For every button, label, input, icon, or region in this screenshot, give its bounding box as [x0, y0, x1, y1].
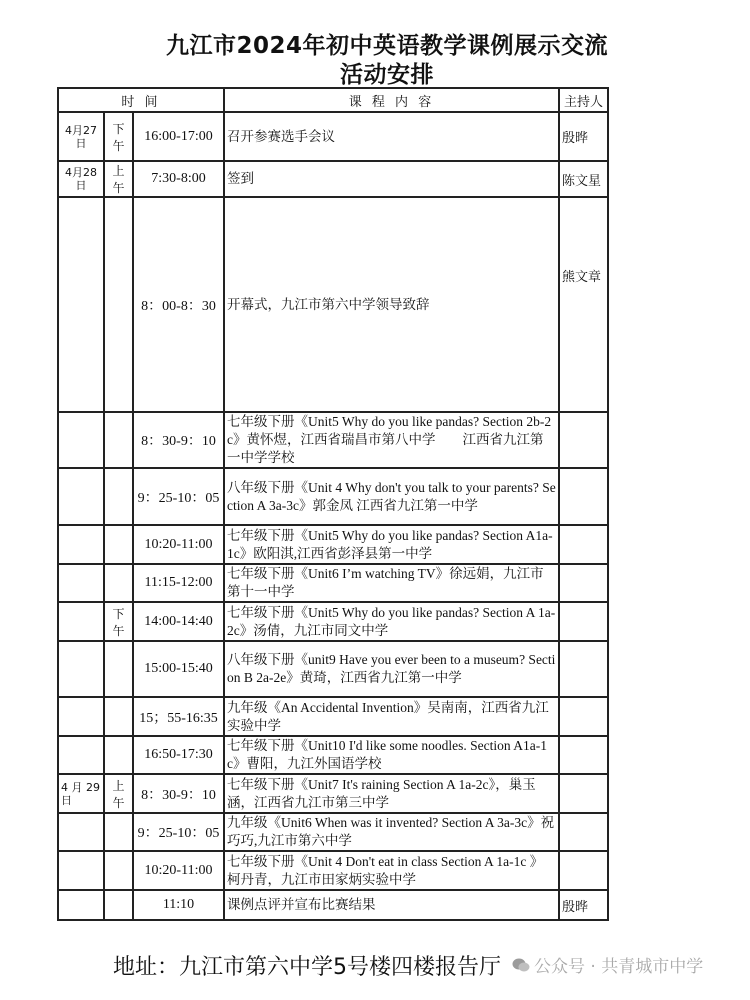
cell-date: 4月27日: [58, 112, 104, 161]
cell-host: 陈文星: [559, 161, 608, 197]
table-row: [58, 564, 608, 602]
venue-address: 地址：九江市第六中学5号楼四楼报告厅: [113, 955, 501, 980]
cell-period: [104, 890, 133, 920]
cell-date: [58, 736, 104, 774]
table-row: [58, 112, 608, 161]
cell-period: 上午: [104, 161, 133, 197]
cell-time: 8：30-9：10: [133, 412, 224, 468]
table-row: [58, 774, 608, 813]
cell-period: [104, 697, 133, 736]
cell-period: [104, 813, 133, 851]
cell-host: [559, 412, 608, 468]
watermark: [512, 952, 703, 977]
table-row: [58, 697, 608, 736]
cell-period: [104, 525, 133, 564]
table-row: [58, 468, 608, 525]
cell-content: 八年级下册《Unit 4 Why don't you talk to your parents? Section A 3a-3c》郭金凤 江西省九江第一中学: [224, 468, 559, 525]
document-subtitle: 活动安排: [340, 62, 434, 88]
header-host: 主持人: [559, 88, 608, 112]
cell-content: 七年级下册《Unit 4 Don't eat in class Section A 1a-1c 》柯丹青，九江市田家炳实验中学: [224, 851, 559, 890]
cell-host: [559, 468, 608, 525]
cell-date: 4月28日: [58, 161, 104, 197]
cell-date: [58, 197, 104, 412]
cell-date: 4 月 29日: [58, 774, 104, 813]
cell-time: 8：00-8：30: [133, 197, 224, 412]
table-row: [58, 890, 608, 920]
wechat-icon: [512, 957, 530, 973]
cell-time: 16:00-17:00: [133, 112, 224, 161]
cell-time: 14:00-14:40: [133, 602, 224, 641]
cell-content: 七年级下册《Unit10 I'd like some noodles. Section A1a-1c》曹阳，九江外国语学校: [224, 736, 559, 774]
cell-date: [58, 697, 104, 736]
table-row: [58, 197, 608, 412]
cell-host: 殷晔: [559, 890, 608, 920]
header-time: 时 间: [58, 88, 224, 112]
cell-period: [104, 468, 133, 525]
table-row: [58, 412, 608, 468]
cell-host: [559, 851, 608, 890]
cell-content: 签到: [224, 161, 559, 197]
table-row: [58, 813, 608, 851]
cell-host: [559, 736, 608, 774]
cell-time: 16:50-17:30: [133, 736, 224, 774]
table-row: [58, 851, 608, 890]
cell-content: 八年级下册《unit9 Have you ever been to a museum? Section B 2a-2e》黄琦，江西省九江第一中学: [224, 641, 559, 697]
cell-time: 15；55-16:35: [133, 697, 224, 736]
cell-host: [559, 525, 608, 564]
cell-content: 七年级下册《Unit5 Why do you like pandas? Section 2b-2c》黄怀煜，江西省瑞昌市第八中学 江西省九江第一中学学校: [224, 412, 559, 468]
cell-period: [104, 197, 133, 412]
cell-host: 熊文章: [559, 197, 608, 412]
cell-period: [104, 736, 133, 774]
cell-host: [559, 813, 608, 851]
cell-host: [559, 602, 608, 641]
cell-content: 召开参赛选手会议: [224, 112, 559, 161]
cell-time: 10:20-11:00: [133, 525, 224, 564]
cell-content: 九年级《Unit6 When was it invented? Section A 3a-3c》祝巧巧,九江市第六中学: [224, 813, 559, 851]
cell-content: 七年级下册《Unit6 I’m watching TV》徐远娟，九江市第十一中学: [224, 564, 559, 602]
cell-period: 下午: [104, 602, 133, 641]
cell-content: 课例点评并宣布比赛结果: [224, 890, 559, 920]
cell-content: 七年级下册《Unit5 Why do you like pandas? Section A1a-1c》欧阳淇,江西省彭泽县第一中学: [224, 525, 559, 564]
cell-date: [58, 468, 104, 525]
cell-period: [104, 412, 133, 468]
cell-host: 殷晔: [559, 112, 608, 161]
table-row: [58, 641, 608, 697]
table-row: [58, 602, 608, 641]
schedule-table: [57, 87, 609, 921]
cell-date: [58, 851, 104, 890]
cell-time: 9：25-10：05: [133, 468, 224, 525]
table-row: [58, 161, 608, 197]
cell-host: [559, 564, 608, 602]
cell-date: [58, 890, 104, 920]
cell-date: [58, 602, 104, 641]
cell-time: 11:10: [133, 890, 224, 920]
document-title: 九江市2024年初中英语教学课例展示交流: [165, 33, 608, 59]
cell-content: 开幕式，九江市第六中学领导致辞: [224, 197, 559, 412]
watermark-text: 公众号 · 共青城市中学: [534, 957, 704, 977]
cell-date: [58, 412, 104, 468]
cell-time: 8：30-9：10: [133, 774, 224, 813]
cell-time: 11:15-12:00: [133, 564, 224, 602]
cell-time: 9：25-10：05: [133, 813, 224, 851]
cell-host: [559, 697, 608, 736]
cell-date: [58, 813, 104, 851]
table-header-row: [58, 88, 608, 112]
header-content: 课 程 内 容: [224, 88, 559, 112]
cell-time: 15:00-15:40: [133, 641, 224, 697]
cell-content: 七年级下册《Unit5 Why do you like pandas? Section A 1a-2c》汤倩，九江市同文中学: [224, 602, 559, 641]
cell-period: [104, 564, 133, 602]
cell-date: [58, 525, 104, 564]
cell-date: [58, 564, 104, 602]
cell-time: 10:20-11:00: [133, 851, 224, 890]
cell-time: 7:30-8:00: [133, 161, 224, 197]
table-row: [58, 736, 608, 774]
cell-content: 九年级《An Accidental Invention》吴南南，江西省九江实验中学: [224, 697, 559, 736]
table-row: [58, 525, 608, 564]
cell-host: [559, 774, 608, 813]
cell-period: 下午: [104, 112, 133, 161]
cell-date: [58, 641, 104, 697]
cell-host: [559, 641, 608, 697]
cell-period: [104, 641, 133, 697]
cell-period: 上午: [104, 774, 133, 813]
cell-content: 七年级下册《Unit7 It's raining Section A 1a-2c》，巢玉涵，江西省九江市第三中学: [224, 774, 559, 813]
cell-period: [104, 851, 133, 890]
